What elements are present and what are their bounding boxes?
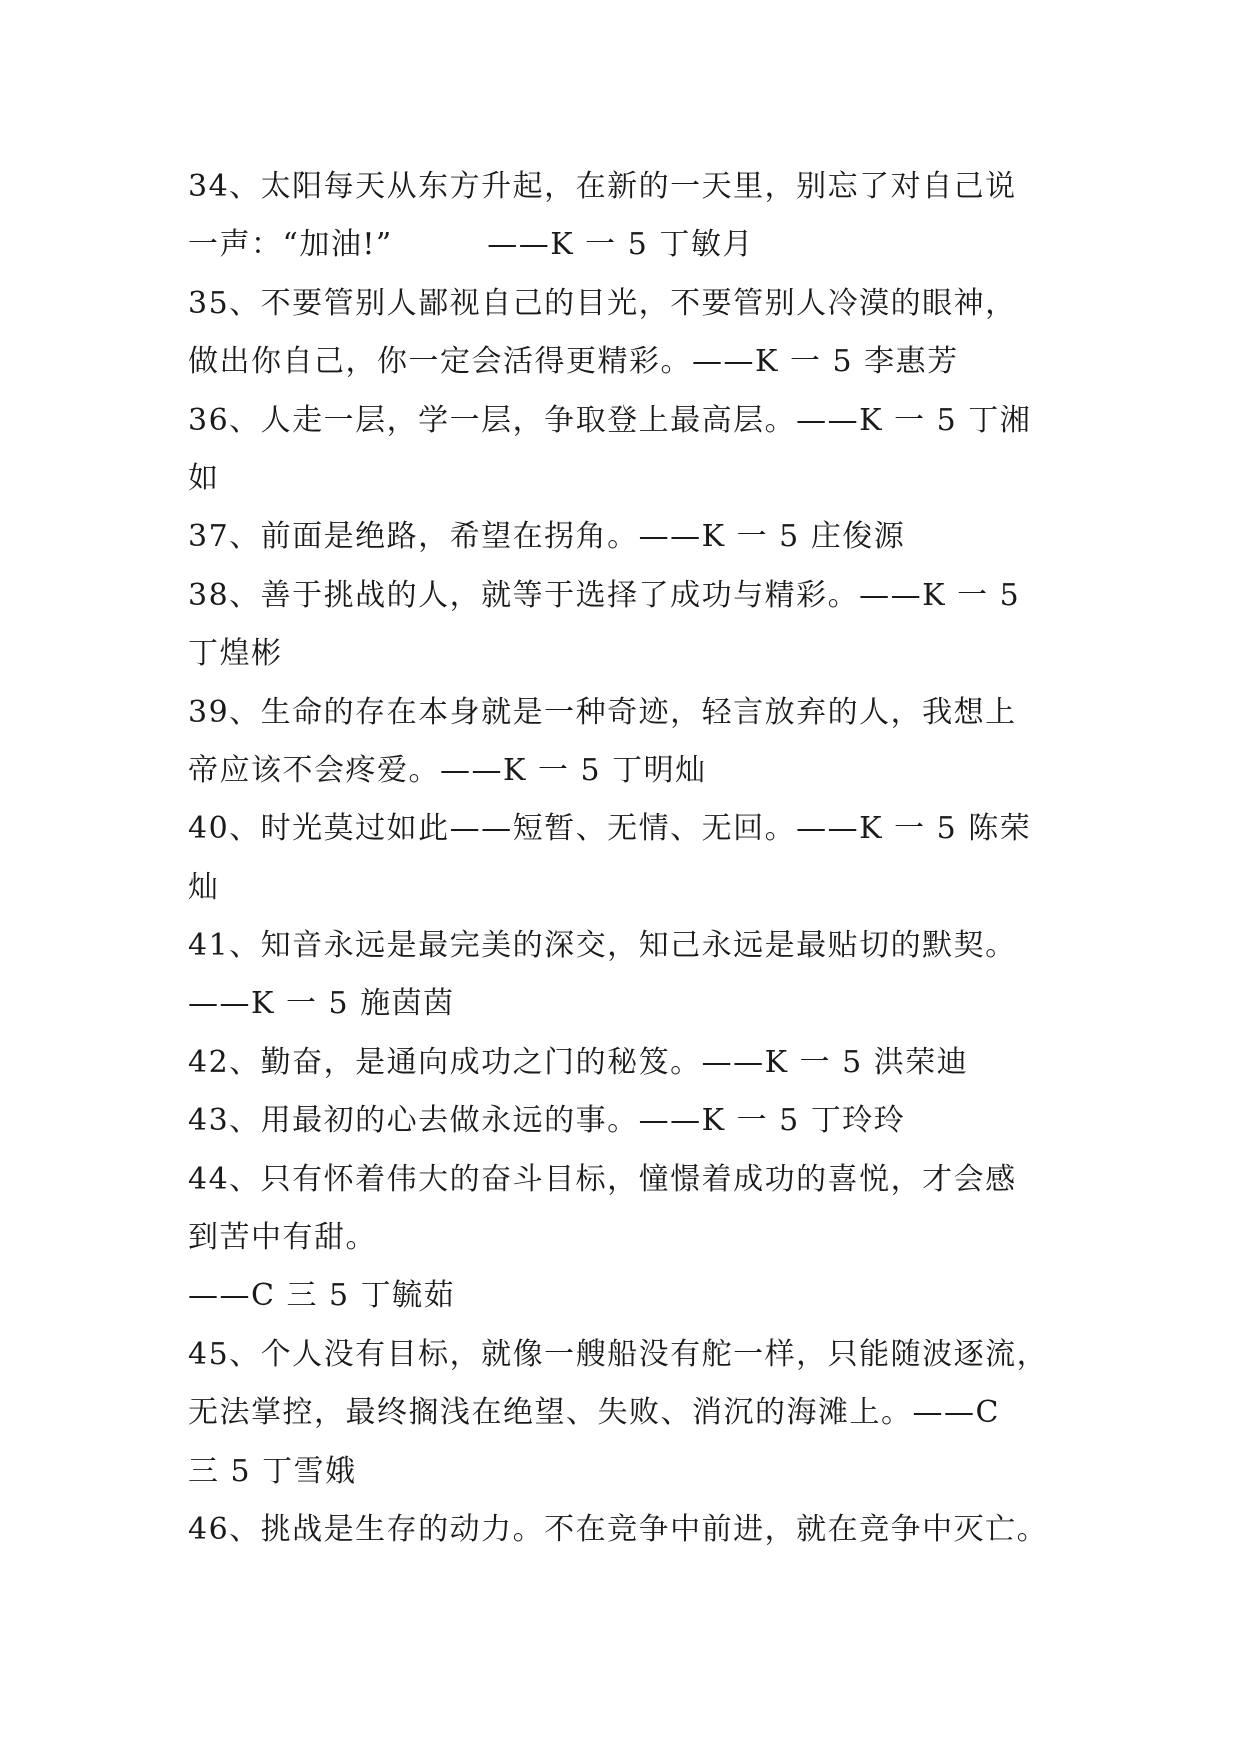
text-line: 做出你自己，你一定会活得更精彩。——K 一 5 李惠芳: [188, 344, 959, 380]
text-line: ——C 三 5 丁毓茹: [188, 1278, 456, 1314]
text-line: 38、善于挑战的人，就等于选择了成功与精彩。——K 一 5: [188, 577, 1021, 613]
text-line: 丁煌彬: [188, 636, 283, 672]
text-line: 34、太阳每天从东方升起，在新的一天里，别忘了对自己说: [188, 169, 1017, 204]
text-line: ——K 一 5 施茵茵: [188, 986, 455, 1022]
text-line: 42、勤奋，是通向成功之门的秘笈。——K 一 5 洪荣迪: [188, 1044, 969, 1080]
text-line: 39、生命的存在本身就是一种奇迹，轻言放弃的人，我想上: [188, 694, 1017, 730]
text-line: 44、只有怀着伟大的奋斗目标，憧憬着成功的喜悦，才会感: [188, 1161, 1017, 1197]
text-line: 三 5 丁雪娥: [188, 1453, 357, 1489]
text-line: 46、挑战是生存的动力。不在竞争中前进，就在竞争中灭亡。: [188, 1511, 1049, 1547]
text-line: 43、用最初的心去做永远的事。——K 一 5 丁玲玲: [188, 1103, 906, 1139]
text-line: 45、个人没有目标，就像一艘船没有舵一样，只能随波逐流，: [188, 1336, 1049, 1372]
text-line: 一声：“加油!” ——K 一 5 丁敏月: [188, 227, 754, 263]
text-line: 36、人走一层，学一层，争取登上最高层。——K 一 5 丁湘: [188, 402, 1032, 438]
text-line: 灿: [188, 869, 220, 905]
quote-text-block: [188, 158, 1068, 1559]
text-line: 到苦中有甜。: [188, 1220, 377, 1256]
text-line: 35、不要管别人鄙视自己的目光，不要管别人冷漠的眼神，: [188, 285, 1017, 321]
text-line: 37、前面是绝路，希望在拐角。——K 一 5 庄俊源: [188, 519, 906, 555]
text-line: 41、知音永远是最完美的深交，知己永远是最贴切的默契。: [188, 928, 1017, 964]
text-line: 如: [188, 460, 220, 496]
text-line: 40、时光莫过如此——短暂、无情、无回。——K 一 5 陈荣: [188, 811, 1032, 847]
text-line: 帝应该不会疼爱。——K 一 5 丁明灿: [188, 752, 707, 788]
text-line: 无法掌控，最终搁浅在绝望、失败、消沉的海滩上。——C: [188, 1395, 1000, 1431]
